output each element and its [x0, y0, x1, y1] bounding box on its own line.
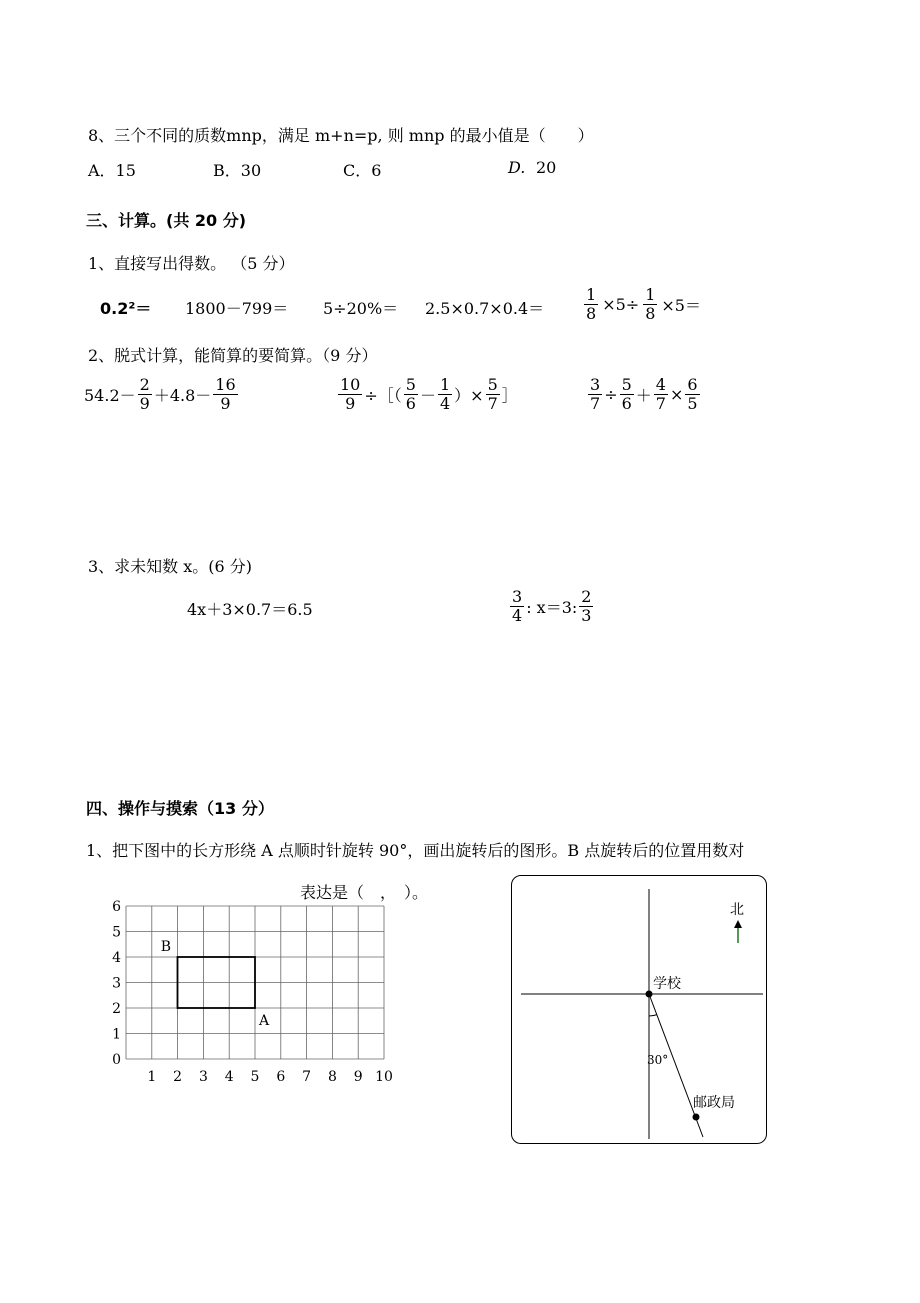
fraction-numerator: 10 — [340, 375, 361, 394]
fraction-denominator: 9 — [220, 394, 231, 414]
section3-title: 三、计算。(共 20 分) — [86, 211, 247, 230]
post-office-point — [693, 1114, 700, 1121]
fraction-numerator: 3 — [590, 375, 601, 394]
x-axis-tick-label: 6 — [276, 1069, 286, 1085]
x-axis-tick-label: 1 — [147, 1069, 157, 1085]
fraction-numerator: 4 — [655, 375, 666, 394]
text-segment: : x＝3: — [526, 598, 578, 618]
fraction-numerator: 1 — [586, 285, 597, 304]
point-a-label: A — [259, 1013, 270, 1029]
fraction-denominator: 6 — [621, 394, 632, 414]
text-segment: 54.2－ — [84, 386, 136, 406]
oral-item-4: 2.5×0.7×0.4＝ — [425, 299, 545, 318]
section4-title: 四、操作与摸索（13 分） — [86, 799, 274, 818]
x-axis-tick-label: 8 — [327, 1069, 337, 1085]
fraction-denominator: 4 — [439, 394, 451, 414]
text-segment: ÷［（ — [364, 386, 402, 406]
x-axis-tick-label: 9 — [353, 1069, 363, 1085]
x-axis-tick-label: 4 — [224, 1069, 234, 1085]
calc-expression-1 — [84, 376, 240, 414]
text-segment: ］ — [501, 386, 518, 406]
q1-instruction: 1、把下图中的长方形绕 A 点顺时针旋转 90°，画出旋转后的图形。B 点旋转后的位置用数对 — [86, 841, 745, 860]
fraction-numerator: 1 — [645, 285, 656, 304]
q8-option-c: C．6 — [343, 161, 382, 180]
x-axis-tick-label: 3 — [198, 1069, 208, 1085]
y-axis-tick-label: 6 — [112, 899, 121, 915]
post-office-label: 邮政局 — [693, 1095, 735, 1111]
fraction-denominator: 5 — [687, 394, 698, 414]
fraction-numerator: 3 — [512, 587, 523, 606]
fraction-denominator: 6 — [405, 394, 416, 414]
text-segment: ＋4.8－ — [153, 386, 212, 406]
x-axis-tick-label: 10 — [375, 1069, 393, 1085]
fraction-denominator: 7 — [487, 394, 498, 414]
part1-title: 1、直接写出得数。 （5 分） — [88, 254, 295, 273]
y-axis-tick-label: 1 — [112, 1026, 121, 1043]
fraction-denominator: 9 — [139, 394, 150, 414]
fraction-numerator: 1 — [439, 375, 451, 394]
north-arrow-head-icon — [734, 920, 742, 928]
fraction-denominator: 3 — [581, 606, 592, 626]
oral-item-1: 0.2²＝ — [100, 299, 152, 318]
fraction-denominator: 7 — [655, 394, 666, 414]
equation-2 — [508, 588, 595, 626]
y-axis-tick-label: 2 — [112, 1001, 121, 1017]
angle-arc — [649, 1015, 657, 1016]
q8-option-a: A．15 — [88, 161, 136, 180]
y-axis-tick-label: 4 — [112, 950, 121, 966]
fraction-denominator: 9 — [345, 394, 356, 414]
x-axis-tick-label: 5 — [250, 1069, 260, 1085]
y-axis-tick-label: 5 — [112, 924, 121, 941]
fraction-numerator: 5 — [487, 375, 498, 394]
text-segment: ＋ — [635, 386, 652, 406]
coordinate-grid — [100, 895, 400, 1090]
text-segment: － — [419, 386, 436, 406]
direction-map — [511, 875, 767, 1144]
school-point — [646, 991, 653, 998]
text-segment: × — [669, 385, 684, 405]
point-b-label: B — [160, 939, 171, 955]
x-axis-tick-label: 2 — [173, 1069, 183, 1085]
school-label: 学校 — [653, 976, 681, 992]
y-axis-tick-label: 0 — [112, 1052, 121, 1068]
q8-stem: 8、三个不同的质数mnp，满足 m+n=p, 则 mnp 的最小值是（ ） — [88, 126, 594, 145]
fraction-denominator: 7 — [590, 394, 601, 414]
q1-answer-blank: 表达是（ ， ）。 — [300, 883, 429, 902]
calc-expression-3 — [586, 376, 702, 414]
calc-expression-2 — [336, 376, 518, 414]
part3-title: 3、求未知数 x。(6 分) — [88, 557, 253, 576]
part2-title: 2、脱式计算，能简算的要简算。（9 分） — [88, 346, 378, 365]
fraction-numerator: 5 — [405, 375, 416, 394]
angle-label: 30° — [647, 1053, 669, 1067]
fraction-denominator: 8 — [645, 304, 656, 324]
text-segment: ÷ — [604, 385, 618, 405]
fraction-numerator: 2 — [139, 375, 150, 394]
operator: ×5÷ — [602, 295, 640, 315]
x-axis-tick-label: 7 — [302, 1069, 312, 1085]
oral-item-5 — [582, 286, 703, 324]
fraction-numerator: 6 — [687, 375, 698, 394]
q8-option-b: B．30 — [213, 161, 262, 180]
fraction-numerator: 2 — [581, 587, 592, 606]
text-segment: ）× — [454, 386, 484, 406]
fraction-numerator: 5 — [621, 375, 632, 394]
q8-option-d-letter: D. — [508, 158, 526, 177]
fraction-denominator: 4 — [512, 606, 523, 626]
q8-option-d-value: 20 — [536, 158, 557, 177]
equation-1: 4x＋3×0.7＝6.5 — [187, 600, 313, 619]
fraction-numerator: 16 — [215, 375, 236, 394]
north-label: 北 — [730, 902, 744, 918]
operator: ×5＝ — [661, 296, 701, 316]
y-axis-tick-label: 3 — [112, 975, 121, 992]
oral-item-2: 1800－799＝ — [185, 299, 289, 318]
fraction-denominator: 8 — [586, 304, 597, 324]
oral-item-3: 5÷20%＝ — [323, 299, 399, 318]
